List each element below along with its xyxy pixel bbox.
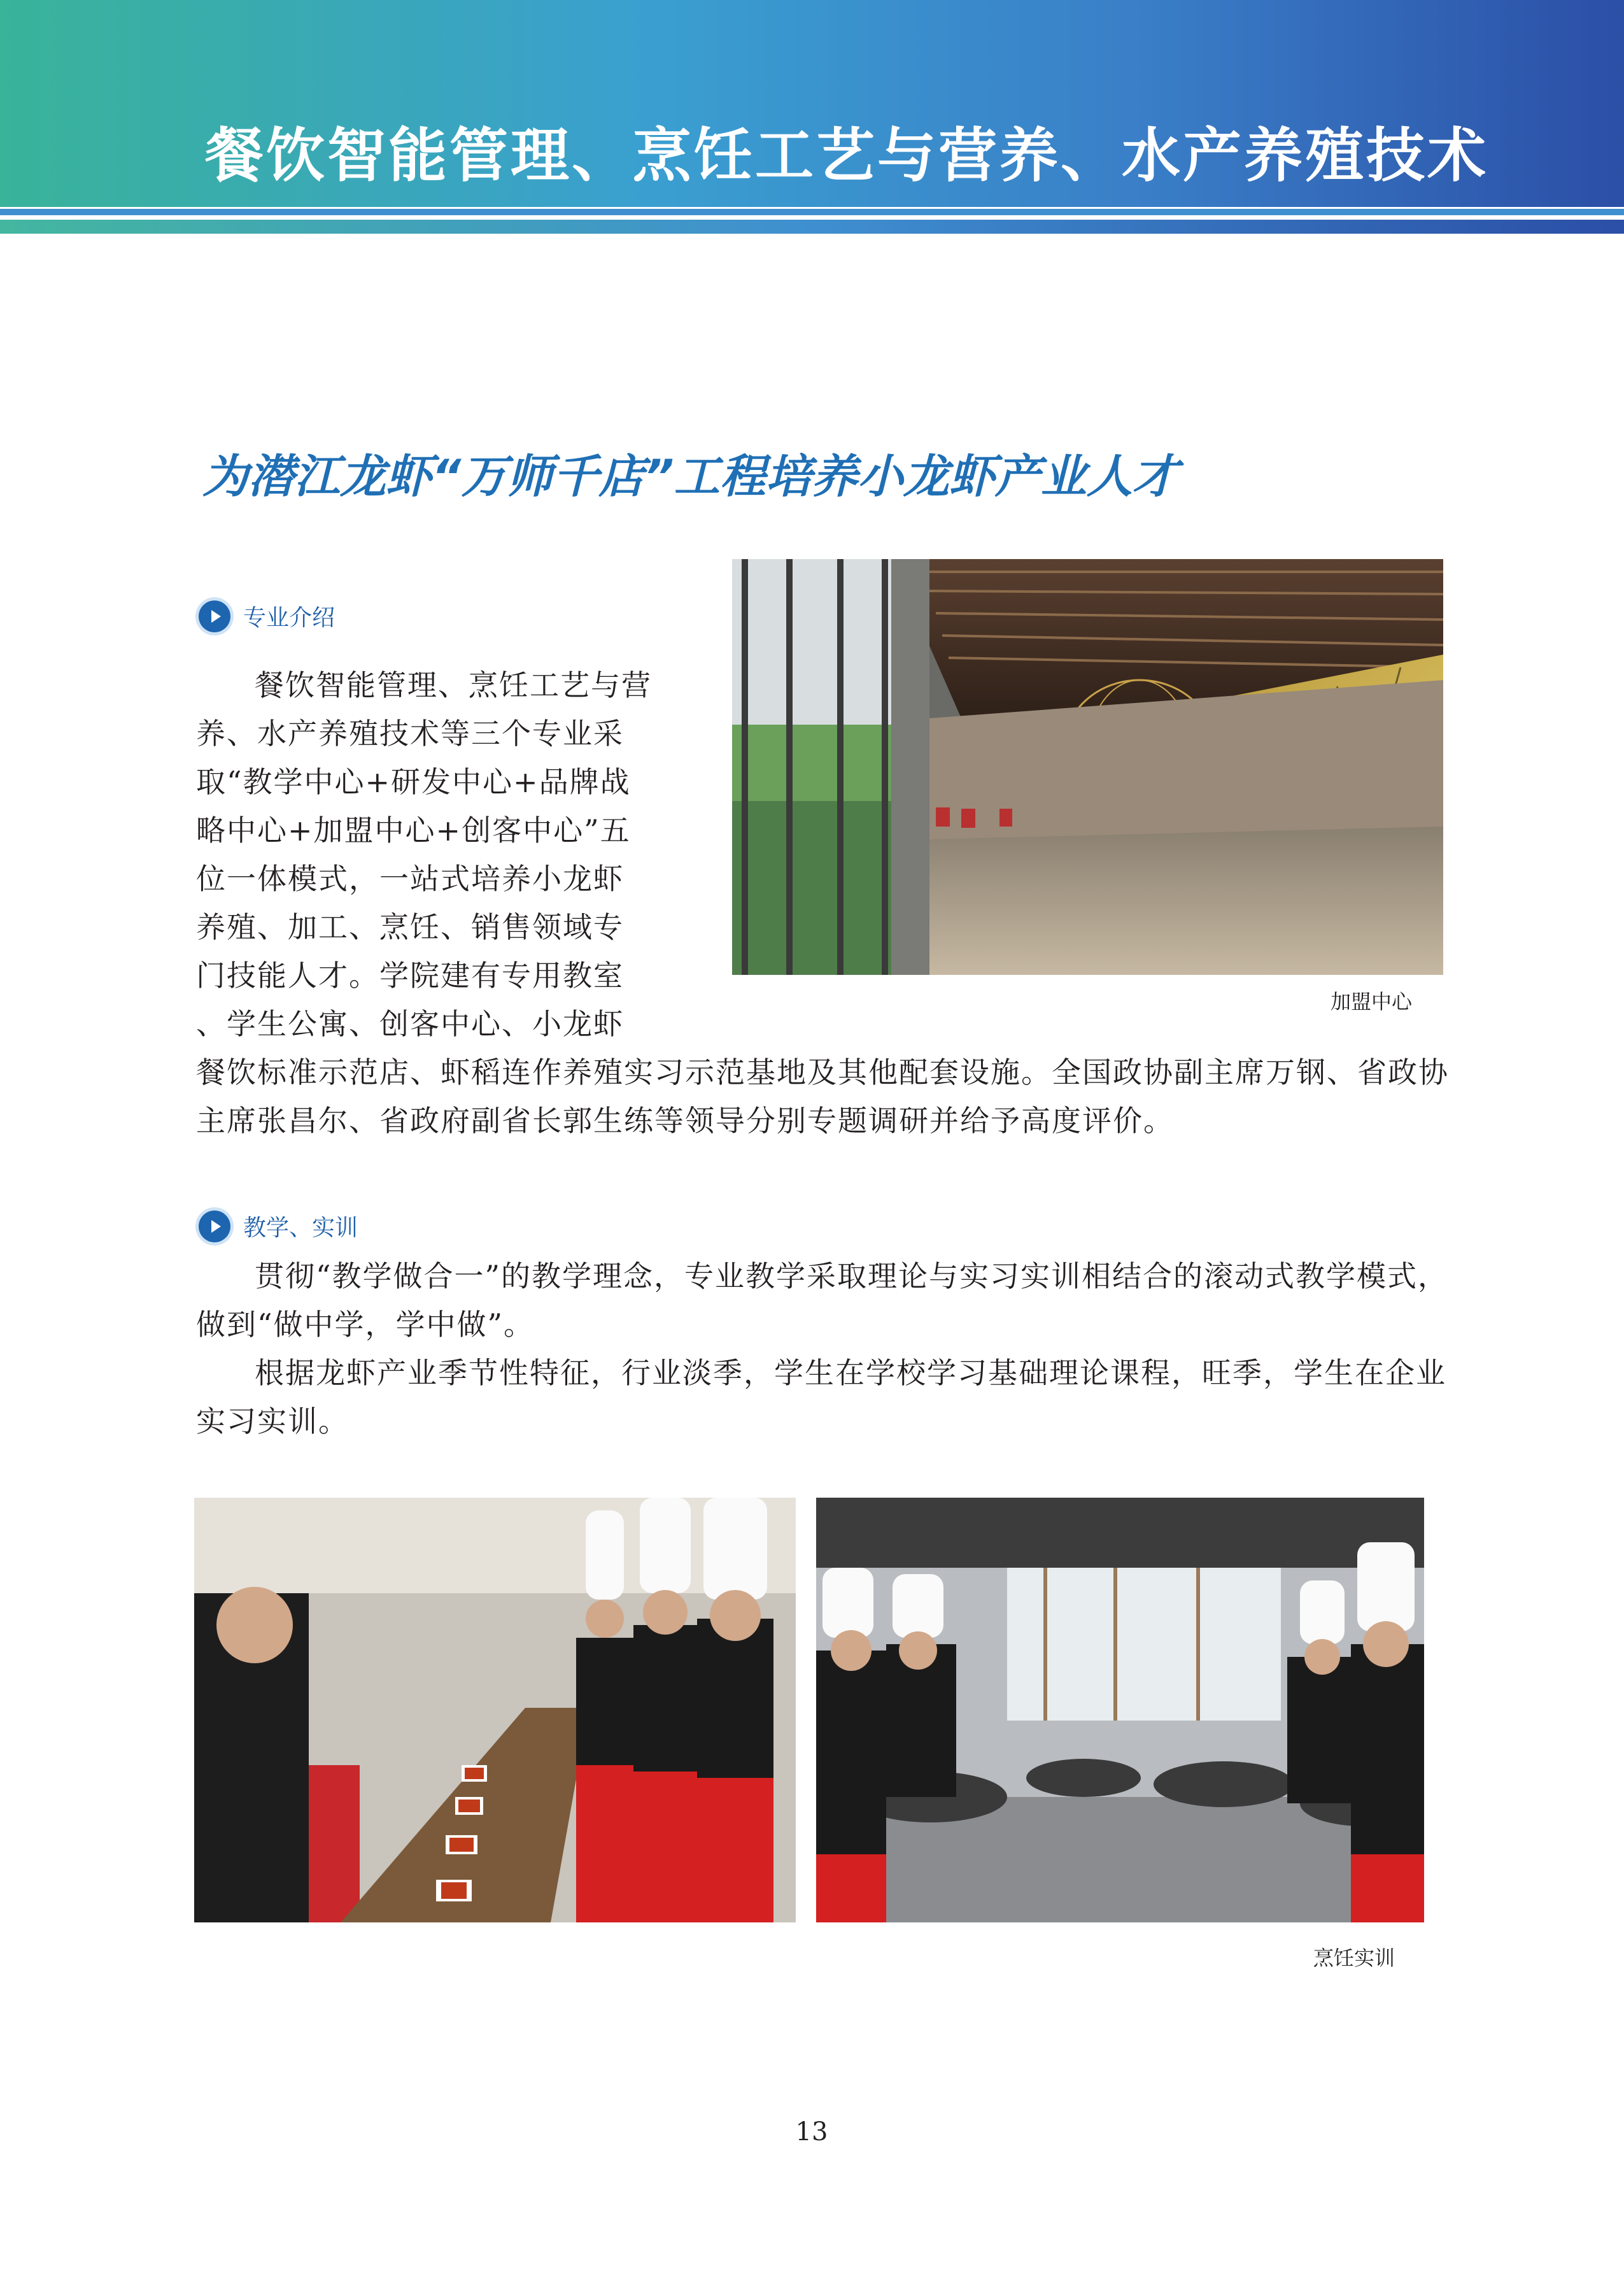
intro-subheading-label: 专业介绍 xyxy=(243,605,335,631)
header-stripe xyxy=(0,220,1624,234)
intro-line: 略中心+加盟中心+创客中心”五 xyxy=(196,813,631,848)
intro-line: 取“教学中心+研发中心+品牌战 xyxy=(196,765,631,799)
intro-line: 餐饮智能管理、烹饪工艺与营 xyxy=(255,668,652,702)
intro-line: 门技能人才。学院建有专用教室 xyxy=(196,958,624,993)
franchise-center-photo xyxy=(732,559,1443,975)
intro-line: 养殖、加工、烹饪、销售领域专 xyxy=(196,910,624,944)
franchise-center-caption: 加盟中心 xyxy=(1331,990,1413,1014)
header-divider xyxy=(0,209,1624,215)
teaching-subheading xyxy=(199,1210,358,1242)
intro-line: 、学生公寓、创客中心、小龙虾 xyxy=(196,1007,624,1041)
teaching-paragraph-1: 贯彻“教学做合一”的教学理念，专业教学采取理论与实习实训相结合的滚动式教学模式，做到“做中学，学中做”。 xyxy=(196,1259,1449,1342)
page-number: 13 xyxy=(795,2117,828,2147)
intro-paragraph xyxy=(196,661,680,1048)
intro-subheading xyxy=(199,600,335,632)
teaching-paragraph-2: 根据龙虾产业季节性特征，行业淡季，学生在学校学习基础理论课程，旺季，学生在企业实习实训。 xyxy=(196,1356,1446,1438)
section-title: 为潜江龙虾“万师千店”工程培养小龙虾产业人才 xyxy=(202,450,1178,503)
intro-line: 养、水产养殖技术等三个专业采 xyxy=(196,716,624,751)
cooking-training-photo-right xyxy=(816,1498,1424,1922)
intro-line: 位一体模式，一站式培养小龙虾 xyxy=(196,862,624,896)
play-arrow-icon xyxy=(199,600,230,632)
teaching-subheading-label: 教学、实训 xyxy=(243,1215,358,1241)
play-arrow-icon xyxy=(199,1210,230,1242)
intro-continuation: 餐饮标准示范店、虾稻连作养殖实习示范基地及其他配套设施。全国政协副主席万钢、省政协主席张昌尔、省政府副省长郭生练等领导分别专题调研并给予高度评价。 xyxy=(196,1055,1449,1138)
cooking-training-photo-left xyxy=(194,1498,796,1922)
header-banner xyxy=(0,0,1624,207)
cooking-training-caption: 烹饪实训 xyxy=(1313,1946,1395,1970)
page-header-title: 餐饮智能管理、烹饪工艺与营养、水产养殖技术 xyxy=(205,122,1489,190)
